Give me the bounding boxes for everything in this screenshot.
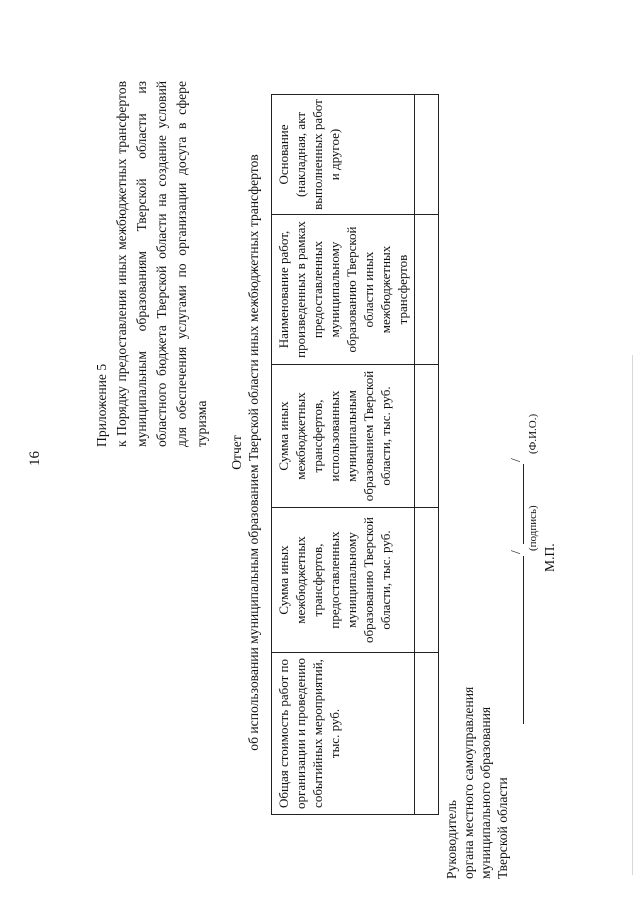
report-subtitle: об использовании муниципальным образованием Тверской области иных межбюджетных трансфертов [246,154,261,751]
table-cell[interactable] [415,653,439,815]
appendix-block [92,81,212,447]
separator-slash: / [508,458,523,462]
table-row [415,95,439,815]
table-cell[interactable] [415,365,439,508]
appendix-title: Приложение 5 [94,363,109,447]
report-title: Отчет [229,435,244,470]
signature-caption: (подпись) [527,505,539,551]
table-cell[interactable] [415,215,439,365]
name-caption: (Ф.И.О.) [527,413,539,454]
page-number: 16 [27,451,43,466]
header-transfers-provided: Сумма иных межбюджетных трансфертов, предоставленных муниципальному образованию Тверской области, тыс. руб. [272,508,415,653]
signature-line: муниципального образования [478,706,493,879]
header-basis: Основание (накладная, акт выполненных работ и другое) [272,95,415,215]
name-underline[interactable] [523,464,524,544]
signature-block [443,279,511,879]
signature-line: органа местного самоуправления [461,686,476,879]
header-works-name: Наименование работ, произведенных в рамках предоставленных муниципальному образованию Тверской области иных межбюджетных трансфертов [272,215,415,365]
header-transfers-used: Сумма иных межбюджетных трансфертов, использованных муниципальным образованием Тверской области, тыс. руб. [272,365,415,508]
scan-edge-mark [632,355,633,875]
report-table [271,94,439,815]
table-cell[interactable] [415,95,439,215]
header-total-cost: Общая стоимость работ по организации и проведению событийных мероприятий, тыс. руб. [272,653,415,815]
signature-underline[interactable] [523,556,524,724]
stamp-place: М.П. [542,543,557,572]
appendix-body: к Порядку предоставления иных межбюджетных трансфертов муниципальным образованиям Тверской области из областного бюджета Тверской области на создание условий для обеспечения услугами по организации досуга в сфере туризма [114,81,209,447]
table-cell[interactable] [415,508,439,653]
signature-fields [508,324,548,724]
table-header-row [272,95,415,815]
signature-line: Руководитель [444,800,459,879]
signature-line: Тверской области [495,777,510,879]
separator-slash: / [508,550,523,554]
